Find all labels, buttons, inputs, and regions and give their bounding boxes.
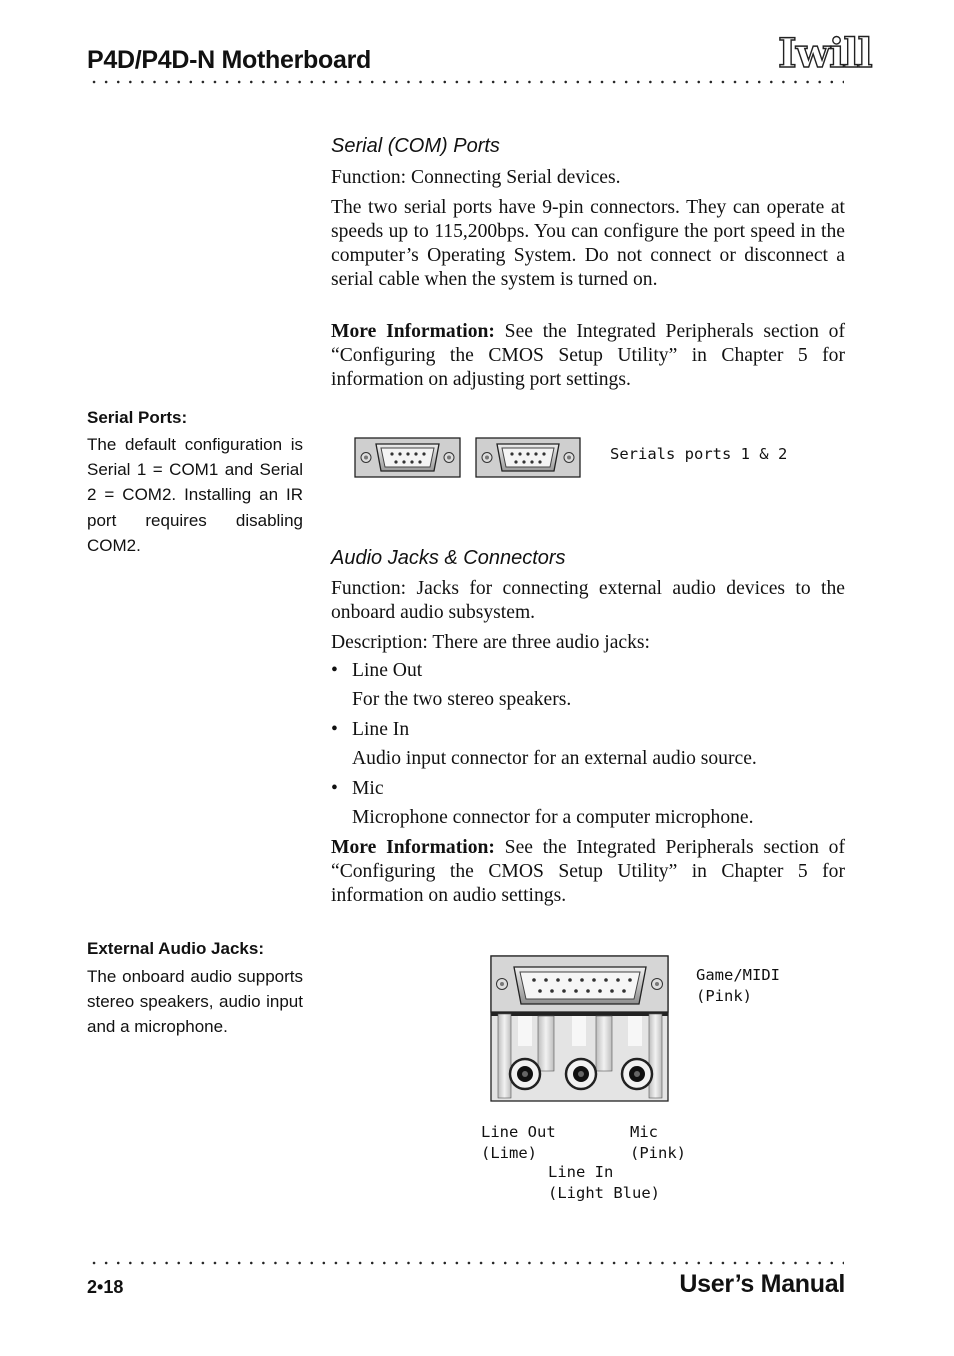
- list-item-name: Line Out: [352, 660, 423, 681]
- serial-ports-figure: [354, 437, 584, 479]
- page-header-title: P4D/P4D-N Motherboard: [87, 46, 372, 74]
- sidebar-serial-text: The default configuration is Serial 1 = COM1 and Serial 2 = COM2. Installing an IR port requires disabling COM2.: [87, 435, 303, 555]
- list-item-detail: Microphone connector for a computer microphone.: [352, 807, 754, 828]
- label-line: (Pink): [630, 1144, 686, 1162]
- footer-title: User’s Manual: [679, 1270, 845, 1298]
- audio-section-title: Audio Jacks & Connectors: [331, 547, 566, 569]
- mic-jack: [622, 1059, 652, 1089]
- serial-port-1: [355, 438, 460, 477]
- more-info-label: More Information:: [331, 837, 495, 858]
- more-info-text: See the Integrated Peripherals section of “Configuring the CMOS Setup Utility” in Chapter 5 for information on audio settings.: [331, 837, 845, 906]
- list-item: [331, 778, 384, 800]
- more-info-label: More Information:: [331, 321, 495, 342]
- serial-section-title: Serial (COM) Ports: [331, 135, 500, 157]
- label-line: Game/MIDI: [696, 966, 780, 984]
- list-item-detail: Audio input connector for an external audio source.: [352, 748, 757, 769]
- label-line: (Light Blue): [548, 1184, 660, 1202]
- audio-function: Function: Jacks for connecting external audio devices to the onboard audio subsystem.: [331, 578, 845, 623]
- game-midi-port: [491, 956, 668, 1012]
- audio-description: Description: There are three audio jacks:: [331, 632, 650, 653]
- more-info-text: See the Integrated Peripherals section of “Configuring the CMOS Setup Utility” in Chapter 5 for information on adjusting port settings.: [331, 321, 845, 390]
- line-out-label: [481, 1122, 556, 1164]
- label-line: Line In: [548, 1163, 614, 1181]
- audio-more-info: [331, 836, 845, 908]
- bullet-icon: •: [331, 660, 338, 681]
- mic-label: [630, 1122, 686, 1164]
- list-item: [331, 660, 422, 682]
- sidebar-serial-heading: Serial Ports:: [87, 408, 188, 427]
- game-midi-label: [696, 965, 780, 1007]
- label-line: (Pink): [696, 987, 752, 1005]
- serial-figure-caption: Serials ports 1 & 2: [610, 445, 788, 463]
- audio-jacks-figure: [488, 954, 672, 1104]
- line-in-label: [548, 1162, 660, 1204]
- label-line: (Lime): [481, 1144, 537, 1162]
- list-item: [331, 719, 409, 741]
- header-divider: [88, 80, 844, 84]
- serial-more-info: [331, 320, 845, 392]
- iwill-logo: Iwill: [778, 30, 872, 77]
- serial-description: The two serial ports have 9-pin connectors. They can operate at speeds up to 115,200bps. You can configure the port speed in the computer’s Operating System. Do not connect or disconnect a serial cable when the system is turned on.: [331, 197, 845, 290]
- list-item-detail: For the two stereo speakers.: [352, 689, 572, 710]
- list-item-name: Line In: [352, 719, 410, 740]
- line-in-jack: [566, 1059, 596, 1089]
- label-line: Mic: [630, 1123, 658, 1141]
- label-line: Line Out: [481, 1123, 556, 1141]
- list-item-name: Mic: [352, 778, 384, 799]
- sidebar-audio-heading: External Audio Jacks:: [87, 939, 264, 958]
- bullet-icon: •: [331, 778, 338, 799]
- line-out-jack: [510, 1059, 540, 1089]
- page-number: 2•18: [87, 1277, 124, 1297]
- sidebar-audio-text: The onboard audio supports stereo speakers, audio input and a microphone.: [87, 967, 303, 1037]
- serial-function: Function: Connecting Serial devices.: [331, 167, 621, 188]
- serial-port-2: [476, 438, 580, 477]
- footer-divider: [88, 1261, 844, 1265]
- bullet-icon: •: [331, 719, 338, 740]
